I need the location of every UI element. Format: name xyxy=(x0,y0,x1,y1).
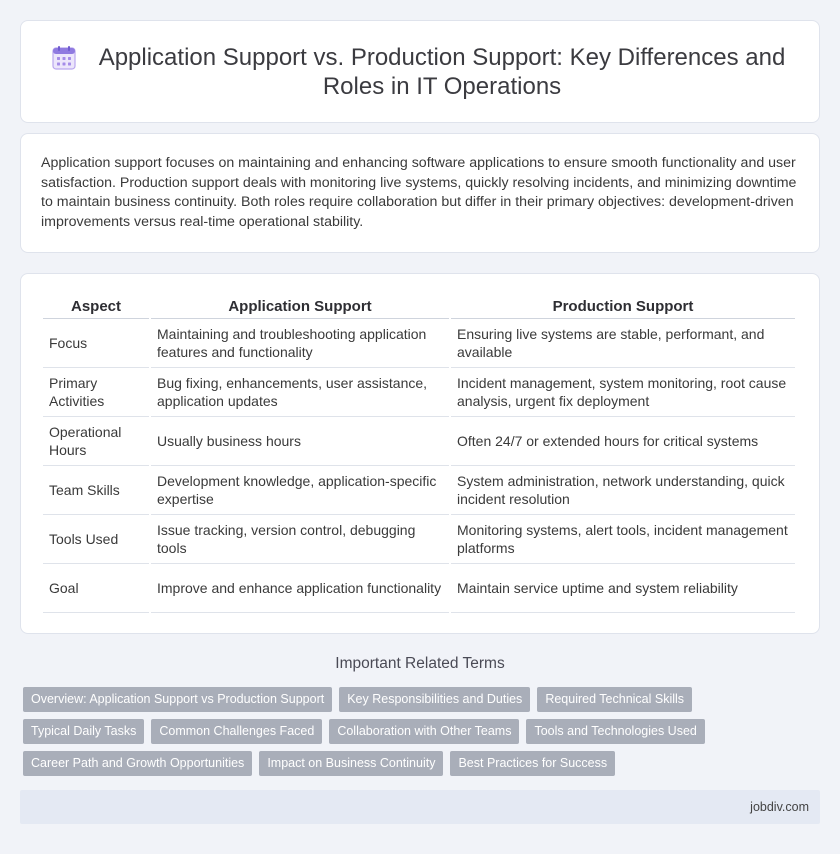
cell-application-support: Improve and enhance application functionality xyxy=(151,564,449,613)
table-row xyxy=(43,319,795,368)
related-term-tag[interactable]: Best Practices for Success xyxy=(450,751,615,776)
header-card xyxy=(20,20,820,123)
cell-aspect: Operational Hours xyxy=(43,417,149,466)
related-terms-list xyxy=(23,687,823,783)
header-application-support: Application Support xyxy=(151,294,449,319)
cell-production-support: Maintain service uptime and system reliability xyxy=(451,564,795,613)
related-term-tag[interactable]: Typical Daily Tasks xyxy=(23,719,144,744)
table-row xyxy=(43,515,795,564)
cell-production-support: Often 24/7 or extended hours for critical systems xyxy=(451,417,795,466)
related-term-tag[interactable]: Required Technical Skills xyxy=(537,687,692,712)
related-term-tag[interactable]: Impact on Business Continuity xyxy=(259,751,443,776)
calendar-icon xyxy=(51,45,77,71)
footer xyxy=(20,790,820,824)
cell-production-support: Incident management, system monitoring, root cause analysis, urgent fix deployment xyxy=(451,368,795,417)
page-title: Application Support vs. Production Support: Key Differences and Roles in IT Operations xyxy=(98,43,786,100)
related-term-tag[interactable]: Tools and Technologies Used xyxy=(526,719,704,744)
related-term-tag[interactable]: Collaboration with Other Teams xyxy=(329,719,519,744)
intro-card xyxy=(20,133,820,253)
header-production-support: Production Support xyxy=(451,294,795,319)
cell-aspect: Team Skills xyxy=(43,466,149,515)
table-row xyxy=(43,564,795,613)
cell-aspect: Tools Used xyxy=(43,515,149,564)
table-row xyxy=(43,368,795,417)
cell-aspect: Focus xyxy=(43,319,149,368)
related-term-tag[interactable]: Career Path and Growth Opportunities xyxy=(23,751,252,776)
related-term-tag[interactable]: Common Challenges Faced xyxy=(151,719,322,744)
cell-application-support: Development knowledge, application-specific expertise xyxy=(151,466,449,515)
comparison-card xyxy=(20,273,820,634)
table-row xyxy=(43,417,795,466)
header-aspect: Aspect xyxy=(43,294,149,319)
intro-paragraph: Application support focuses on maintaining and enhancing software applications to ensure smooth functionality and user satisfaction. Production support deals with monitoring live systems, quickly resolving incidents, and minimizing downtime to maintain business continuity. Both roles require collaboration but differ in their primary objectives: development-driven improvements versus real-time operational stability. xyxy=(41,155,797,230)
comparison-table xyxy=(41,294,797,613)
related-term-tag[interactable]: Overview: Application Support vs Production Support xyxy=(23,687,332,712)
cell-application-support: Maintaining and troubleshooting application features and functionality xyxy=(151,319,449,368)
cell-aspect: Goal xyxy=(43,564,149,613)
table-row xyxy=(43,466,795,515)
cell-application-support: Issue tracking, version control, debugging tools xyxy=(151,515,449,564)
cell-production-support: System administration, network understanding, quick incident resolution xyxy=(451,466,795,515)
cell-production-support: Ensuring live systems are stable, performant, and available xyxy=(451,319,795,368)
table-header-row xyxy=(43,294,795,319)
cell-application-support: Bug fixing, enhancements, user assistance, application updates xyxy=(151,368,449,417)
cell-application-support: Usually business hours xyxy=(151,417,449,466)
related-term-tag[interactable]: Key Responsibilities and Duties xyxy=(339,687,530,712)
footer-site-link[interactable]: jobdiv.com xyxy=(750,800,809,814)
related-terms-title: Important Related Terms xyxy=(335,655,505,672)
cell-production-support: Monitoring systems, alert tools, incident management platforms xyxy=(451,515,795,564)
cell-aspect: Primary Activities xyxy=(43,368,149,417)
